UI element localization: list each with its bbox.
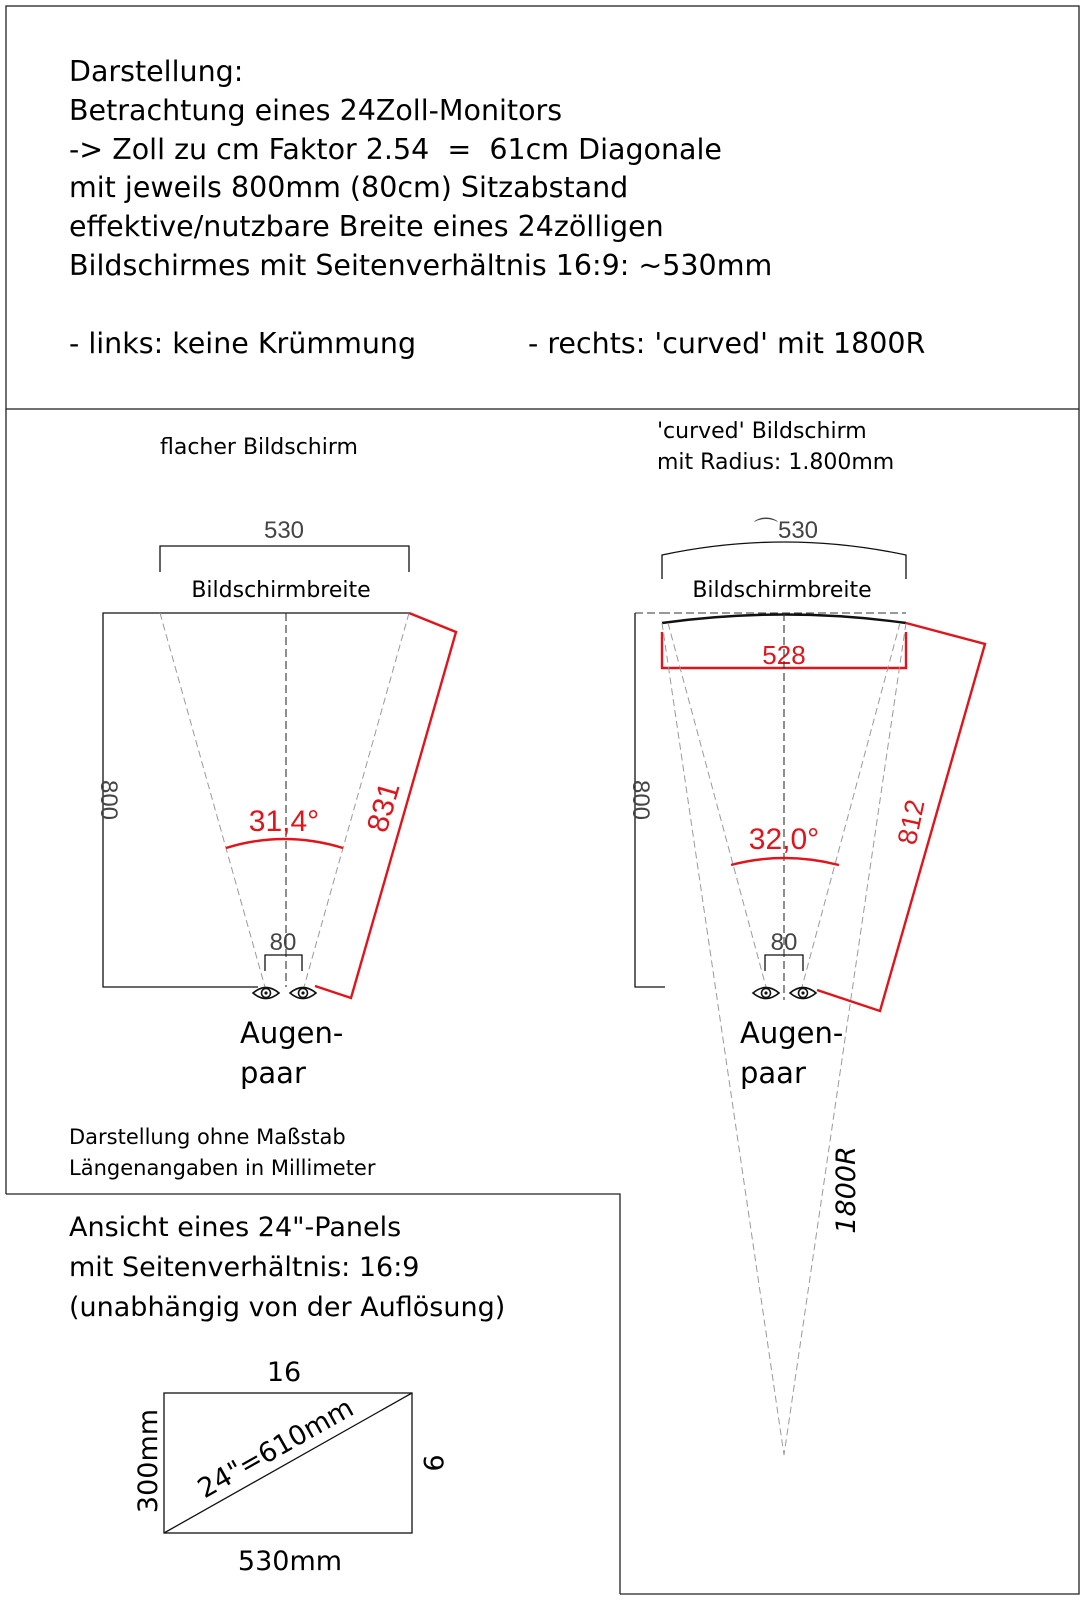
header-line-3: -> Zoll zu cm Faktor 2.54 = 61cm Diagonale: [69, 133, 722, 166]
flat-eyes-label-2: paar: [240, 1056, 306, 1090]
curved-eyes-label-1: Augen-: [740, 1016, 844, 1050]
panel-right-label: 9: [417, 1454, 448, 1472]
flat-width-bracket: [160, 546, 409, 572]
curved-arc-bracket: [662, 542, 906, 579]
eye-icon: [290, 988, 316, 999]
panel-view: [69, 1212, 505, 1577]
panel-title-3: (unabhängig von der Auflösung): [69, 1292, 506, 1323]
curved-distance-dim: 800: [627, 779, 654, 821]
header-line-2: Betrachtung eines 24Zoll-Monitors: [69, 94, 563, 127]
curved-title-1: 'curved' Bildschirm: [657, 419, 867, 444]
curved-radius-label: 1800R: [831, 1146, 862, 1234]
flat-angle-label: 31,4°: [248, 805, 320, 838]
eye-icon: [253, 988, 279, 999]
eye-icon: [753, 988, 779, 999]
header-text: [69, 55, 925, 360]
flat-diag-dim: 831: [361, 778, 407, 836]
panel-top-label: 16: [266, 1357, 302, 1388]
eye-icon: [790, 988, 816, 999]
flat-title: flacher Bildschirm: [160, 435, 358, 460]
flat-distance-dim: 800: [95, 779, 122, 821]
flat-angle-arc: [226, 839, 343, 848]
note-line-2: Längenangaben in Millimeter: [69, 1156, 376, 1180]
flat-sightline-left: [160, 613, 265, 987]
curved-eyes-label-2: paar: [740, 1056, 806, 1090]
flat-width-dim: 530: [263, 517, 305, 544]
header-line-5: effektive/nutzbare Breite eines 24zölligen: [69, 210, 664, 243]
curved-monitor-diagram: [627, 419, 985, 1455]
curved-sightline-right: [802, 623, 900, 987]
curved-arc-dim: ⌒530: [753, 517, 819, 544]
note-line-1: Darstellung ohne Maßstab: [69, 1125, 346, 1149]
panel-title-2: mit Seitenverhältnis: 16:9: [69, 1252, 420, 1283]
flat-width-label: Bildschirmbreite: [191, 578, 371, 603]
flat-monitor-diagram: [95, 435, 456, 1090]
header-line-4: mit jeweils 800mm (80cm) Sitzabstand: [69, 171, 629, 204]
flat-distance-bracket: [103, 613, 258, 987]
panel-diagonal: [164, 1393, 412, 1533]
panel-diagonal-label: 24"=610mm: [192, 1392, 359, 1505]
curved-diag-dim: 812: [891, 796, 931, 848]
curved-title-2: mit Radius: 1.800mm: [657, 450, 895, 475]
curved-angle-arc: [731, 858, 839, 865]
flat-eye-bracket: [265, 955, 302, 971]
curved-sightline-left: [668, 623, 766, 987]
panel-title-1: Ansicht eines 24"-Panels: [69, 1212, 402, 1243]
flat-eye-dim: 80: [269, 929, 297, 956]
curved-chord-dim: 528: [762, 640, 806, 670]
header-line-1: Darstellung:: [69, 55, 244, 88]
panel-bottom-label: 530mm: [237, 1546, 343, 1577]
header-left-note: - links: keine Krümmung: [69, 327, 417, 360]
curved-width-label: Bildschirmbreite: [692, 578, 872, 603]
panel-left-label: 300mm: [133, 1408, 164, 1514]
header-right-note: - rechts: 'curved' mit 1800R: [528, 327, 926, 360]
flat-eyes-label-1: Augen-: [240, 1016, 344, 1050]
curved-eye-dim: 80: [770, 929, 798, 956]
header-line-6: Bildschirmes mit Seitenverhältnis 16:9: ~530mm: [69, 249, 773, 282]
curved-angle-label: 32,0°: [748, 823, 820, 856]
